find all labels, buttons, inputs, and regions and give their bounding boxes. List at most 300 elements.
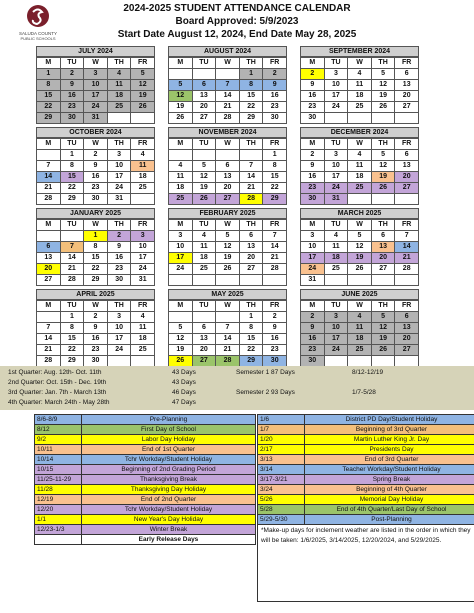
month-grid [300, 138, 419, 205]
day-cell: 14 [395, 242, 419, 253]
day-cell: 5 [372, 312, 396, 323]
quarter-3: 3rd Quarter: Jan. 7th - March 13th [8, 389, 107, 396]
day-cell: 21 [37, 183, 61, 194]
day-cell: 9 [84, 323, 108, 334]
day-cell: 24 [84, 102, 108, 113]
key-label: New Year's Day Holiday [82, 515, 256, 525]
weekday-header: TU [61, 301, 85, 312]
weekday-header: W [216, 301, 240, 312]
key-left-table [34, 414, 256, 545]
key-row [258, 455, 474, 465]
month-title: OCTOBER 2024 [36, 127, 155, 138]
weekday-header: FR [263, 58, 287, 69]
day-cell: 28 [37, 356, 61, 367]
month-title: JUNE 2025 [300, 289, 419, 300]
weekday-header: TH [240, 139, 264, 150]
key-row [258, 475, 474, 485]
day-cell: 20 [395, 172, 419, 183]
day-cell: 23 [84, 183, 108, 194]
key-row [35, 435, 256, 445]
weekday-header: TH [372, 58, 396, 69]
day-cell: 6 [216, 161, 240, 172]
weekday-header: M [169, 220, 193, 231]
quarter-4-days: 47 Days [172, 399, 196, 406]
day-cell: 31 [131, 275, 155, 286]
weekday-header: W [84, 58, 108, 69]
day-cell: 3 [131, 231, 155, 242]
day-cell: 9 [61, 80, 85, 91]
day-cell: 24 [108, 183, 132, 194]
day-cell: 10 [108, 323, 132, 334]
day-cell: 4 [108, 69, 132, 80]
key-date: 9/2 [35, 435, 82, 445]
day-cell: 14 [216, 91, 240, 102]
day-cell: 16 [263, 91, 287, 102]
day-cell [348, 275, 372, 286]
day-cell: 9 [263, 323, 287, 334]
weekday-header: FR [131, 301, 155, 312]
day-cell: 16 [301, 334, 325, 345]
key-label: End of 2nd Quarter [82, 495, 256, 505]
weekday-header: TU [61, 58, 85, 69]
day-cell: 14 [263, 242, 287, 253]
day-cell: 31 [108, 194, 132, 205]
day-cell: 17 [169, 253, 193, 264]
month-6 [300, 127, 419, 205]
day-cell: 26 [216, 264, 240, 275]
key-label: Thanksgiving Day Holiday [82, 485, 256, 495]
day-cell: 5 [169, 80, 193, 91]
key-date: 10/11 [35, 445, 82, 455]
day-cell: 2 [108, 231, 132, 242]
day-cell [325, 275, 349, 286]
day-cell: 18 [169, 183, 193, 194]
key-date [35, 535, 82, 545]
day-cell: 10 [131, 242, 155, 253]
key-date: 3/14 [258, 465, 305, 475]
day-cell: 6 [372, 231, 396, 242]
day-cell: 10 [301, 242, 325, 253]
weekday-header: TH [240, 301, 264, 312]
day-cell: 11 [169, 172, 193, 183]
weekday-header: M [169, 58, 193, 69]
key-date: 1/7 [258, 425, 305, 435]
weekday-header: W [216, 139, 240, 150]
day-cell [348, 194, 372, 205]
day-cell [61, 231, 85, 242]
day-cell: 15 [263, 172, 287, 183]
key-row [258, 445, 474, 455]
month-grid [36, 219, 155, 286]
day-cell: 12 [372, 80, 396, 91]
day-cell: 29 [61, 194, 85, 205]
day-cell: 30 [301, 194, 325, 205]
day-cell: 6 [193, 80, 217, 91]
day-cell: 20 [372, 253, 396, 264]
day-cell: 19 [372, 91, 396, 102]
key-row [35, 425, 256, 435]
day-cell: 23 [301, 345, 325, 356]
semester-2-dates: 1/7-5/28 [352, 389, 376, 396]
key-label: Teacher Workday/Student Holiday [305, 465, 474, 475]
day-cell: 13 [395, 80, 419, 91]
day-cell: 10 [108, 161, 132, 172]
day-cell: 19 [193, 183, 217, 194]
key-date: 10/15 [35, 465, 82, 475]
day-cell: 20 [193, 345, 217, 356]
key-date: 5/26 [258, 495, 305, 505]
key-label: Tchr Workday/Student Holiday [82, 455, 256, 465]
weekday-header: TU [325, 139, 349, 150]
quarter-2-days: 43 Days [172, 379, 196, 386]
day-cell: 28 [263, 264, 287, 275]
key-label: End of 4th Quarter/Last Day of School [305, 505, 474, 515]
month-grid [168, 300, 287, 367]
day-cell: 14 [240, 172, 264, 183]
day-cell: 8 [61, 161, 85, 172]
key-date: 12/19 [35, 495, 82, 505]
key-label: Presidents Day [305, 445, 474, 455]
day-cell: 11 [131, 323, 155, 334]
day-cell: 5 [216, 231, 240, 242]
month-title: AUGUST 2024 [168, 46, 287, 57]
month-grid [300, 300, 419, 367]
key-row [35, 475, 256, 485]
day-cell: 2 [84, 150, 108, 161]
day-cell: 8 [37, 80, 61, 91]
day-cell: 23 [263, 345, 287, 356]
day-cell: 8 [84, 242, 108, 253]
key-date: 12/20 [35, 505, 82, 515]
day-cell: 11 [325, 242, 349, 253]
quarter-2: 2nd Quarter: Oct. 15th - Dec. 19th [8, 379, 107, 386]
day-cell: 20 [193, 102, 217, 113]
key-row [258, 425, 474, 435]
day-cell: 12 [169, 91, 193, 102]
day-cell: 6 [193, 323, 217, 334]
weekday-header: TH [372, 220, 396, 231]
day-cell: 9 [263, 80, 287, 91]
weekday-header: TU [325, 58, 349, 69]
day-cell: 1 [240, 312, 264, 323]
day-cell: 22 [61, 345, 85, 356]
day-cell: 26 [193, 194, 217, 205]
month-grid [36, 300, 155, 367]
day-cell: 13 [193, 91, 217, 102]
weekday-header: TU [193, 220, 217, 231]
month-3 [300, 46, 419, 124]
day-cell: 7 [61, 242, 85, 253]
month-grid [300, 219, 419, 286]
key-row [35, 505, 256, 515]
key-row [258, 495, 474, 505]
day-cell [216, 275, 240, 286]
day-cell: 3 [325, 69, 349, 80]
weekday-header: M [301, 301, 325, 312]
month-title: NOVEMBER 2024 [168, 127, 287, 138]
day-cell: 18 [108, 91, 132, 102]
day-cell: 22 [240, 345, 264, 356]
key-label: Winter Break [82, 525, 256, 535]
key-label: Beginning of 4th Quarter [305, 485, 474, 495]
key-date: 1/20 [258, 435, 305, 445]
day-cell [395, 194, 419, 205]
weekday-header: M [301, 58, 325, 69]
day-cell: 12 [372, 161, 396, 172]
day-cell: 21 [216, 345, 240, 356]
day-cell: 5 [372, 69, 396, 80]
day-cell: 20 [240, 253, 264, 264]
month-4 [36, 127, 155, 205]
key-row [35, 445, 256, 455]
day-cell: 25 [131, 345, 155, 356]
day-cell: 28 [216, 356, 240, 367]
semester-1: Semester 1 87 Days [236, 369, 295, 376]
day-cell [348, 113, 372, 124]
month-grid [168, 138, 287, 205]
day-cell: 11 [193, 242, 217, 253]
day-cell: 4 [348, 312, 372, 323]
day-cell: 3 [325, 312, 349, 323]
day-cell: 11 [348, 161, 372, 172]
weekday-header: TU [61, 220, 85, 231]
month-2 [168, 46, 287, 124]
day-cell: 8 [61, 323, 85, 334]
day-cell: 19 [216, 253, 240, 264]
month-grid [168, 219, 287, 286]
day-cell [372, 113, 396, 124]
day-cell: 19 [169, 345, 193, 356]
day-cell: 6 [395, 312, 419, 323]
day-cell: 29 [263, 194, 287, 205]
key-date: 11/28 [35, 485, 82, 495]
day-cell: 13 [216, 172, 240, 183]
day-cell: 24 [131, 264, 155, 275]
key-row [258, 465, 474, 475]
month-title: APRIL 2025 [36, 289, 155, 300]
day-cell: 18 [348, 172, 372, 183]
day-cell: 29 [84, 275, 108, 286]
day-cell: 10 [325, 80, 349, 91]
key-date: 5/29-5/30 [258, 515, 305, 525]
weekday-header: FR [395, 301, 419, 312]
key-row [258, 485, 474, 495]
weekday-header: W [84, 301, 108, 312]
day-cell: 30 [301, 356, 325, 367]
day-cell: 15 [240, 91, 264, 102]
day-cell: 12 [216, 242, 240, 253]
month-10 [36, 289, 155, 367]
day-cell: 28 [240, 194, 264, 205]
month-title: JULY 2024 [36, 46, 155, 57]
key-row [258, 435, 474, 445]
month-title: MARCH 2025 [300, 208, 419, 219]
day-cell: 18 [348, 334, 372, 345]
day-cell: 26 [372, 102, 396, 113]
day-cell: 30 [263, 356, 287, 367]
weekday-header: W [348, 58, 372, 69]
day-cell [216, 69, 240, 80]
day-cell: 28 [395, 264, 419, 275]
day-cell: 27 [216, 194, 240, 205]
weekday-header: FR [395, 220, 419, 231]
day-cell: 6 [240, 231, 264, 242]
day-cell: 2 [263, 69, 287, 80]
day-cell [240, 150, 264, 161]
weekday-header: M [37, 220, 61, 231]
key-row [35, 455, 256, 465]
day-cell: 5 [131, 69, 155, 80]
day-cell: 26 [169, 356, 193, 367]
weekday-header: TU [193, 139, 217, 150]
day-cell [169, 275, 193, 286]
key-date: 12/23-1/3 [35, 525, 82, 535]
day-cell: 16 [84, 172, 108, 183]
day-cell: 27 [193, 356, 217, 367]
day-cell: 3 [325, 150, 349, 161]
day-cell: 26 [372, 345, 396, 356]
day-cell: 24 [169, 264, 193, 275]
day-cell: 28 [216, 113, 240, 124]
day-cell [169, 312, 193, 323]
month-grid [168, 57, 287, 124]
day-cell: 31 [301, 275, 325, 286]
day-cell [193, 275, 217, 286]
key-date: 5/28 [258, 505, 305, 515]
day-cell: 12 [372, 323, 396, 334]
day-cell: 29 [61, 356, 85, 367]
weekday-header: W [348, 301, 372, 312]
day-cell [395, 275, 419, 286]
day-cell: 8 [240, 80, 264, 91]
day-cell [37, 231, 61, 242]
day-cell: 9 [108, 242, 132, 253]
key-right-table [257, 414, 474, 525]
day-cell: 20 [395, 334, 419, 345]
day-cell: 10 [84, 80, 108, 91]
weekday-header: FR [263, 301, 287, 312]
day-cell: 11 [348, 323, 372, 334]
key-label: Beginning of 2nd Grading Period [82, 465, 256, 475]
day-cell: 11 [348, 80, 372, 91]
day-cell: 23 [301, 102, 325, 113]
day-cell: 23 [301, 183, 325, 194]
key-row [35, 495, 256, 505]
key-row [35, 535, 256, 545]
day-cell: 24 [325, 345, 349, 356]
day-cell: 9 [301, 80, 325, 91]
day-cell: 7 [240, 161, 264, 172]
month-8 [168, 208, 287, 286]
day-cell: 1 [61, 150, 85, 161]
day-cell: 26 [131, 102, 155, 113]
weekday-header: TU [325, 301, 349, 312]
day-cell: 2 [84, 312, 108, 323]
day-cell: 2 [301, 69, 325, 80]
day-cell: 19 [169, 102, 193, 113]
day-cell: 20 [216, 183, 240, 194]
day-cell: 8 [263, 161, 287, 172]
day-cell: 25 [193, 264, 217, 275]
key-label: Thanksgiving Break [82, 475, 256, 485]
day-cell: 20 [395, 91, 419, 102]
day-cell [372, 194, 396, 205]
day-cell: 9 [301, 161, 325, 172]
day-cell: 5 [169, 323, 193, 334]
day-cell: 26 [348, 264, 372, 275]
weekday-header: TU [193, 301, 217, 312]
day-cell: 16 [263, 334, 287, 345]
day-cell: 19 [131, 91, 155, 102]
key-date: 3/13 [258, 455, 305, 465]
day-cell: 17 [325, 172, 349, 183]
weekday-header: FR [263, 220, 287, 231]
day-cell: 13 [395, 323, 419, 334]
month-grid [36, 57, 155, 124]
day-cell [37, 150, 61, 161]
day-cell: 7 [37, 161, 61, 172]
day-cell: 13 [372, 242, 396, 253]
weekday-header: M [37, 139, 61, 150]
day-cell [169, 150, 193, 161]
weekday-header: W [216, 220, 240, 231]
day-cell: 7 [395, 231, 419, 242]
day-cell: 16 [84, 334, 108, 345]
day-cell: 11 [108, 80, 132, 91]
day-cell: 2 [301, 150, 325, 161]
key-label: Tchr Workday/Student Holiday [82, 505, 256, 515]
day-cell: 22 [37, 102, 61, 113]
day-cell: 27 [37, 275, 61, 286]
key-row [35, 485, 256, 495]
school-year-dates: Start Date August 12, 2024, End Date May 28, 2025 [117, 29, 357, 40]
month-title: FEBRUARY 2025 [168, 208, 287, 219]
weekday-header: W [216, 58, 240, 69]
day-cell: 23 [263, 102, 287, 113]
day-cell: 11 [131, 161, 155, 172]
day-cell: 16 [108, 253, 132, 264]
day-cell: 16 [61, 91, 85, 102]
key-date: 3/24 [258, 485, 305, 495]
day-cell [169, 69, 193, 80]
svg-text:PUBLIC SCHOOLS: PUBLIC SCHOOLS [20, 36, 56, 41]
key-row [35, 515, 256, 525]
day-cell: 7 [216, 80, 240, 91]
day-cell: 7 [37, 323, 61, 334]
quarter-summary [0, 366, 474, 410]
day-cell: 31 [325, 194, 349, 205]
day-cell: 3 [301, 231, 325, 242]
weekday-header: TH [108, 301, 132, 312]
day-cell [325, 113, 349, 124]
day-cell: 23 [61, 102, 85, 113]
day-cell: 17 [325, 91, 349, 102]
weekday-header: TH [372, 301, 396, 312]
day-cell: 19 [372, 334, 396, 345]
day-cell: 30 [84, 356, 108, 367]
day-cell: 15 [61, 334, 85, 345]
key-row [35, 525, 256, 535]
key-label: First Day of School [82, 425, 256, 435]
month-title: MAY 2025 [168, 289, 287, 300]
day-cell: 17 [108, 172, 132, 183]
day-cell: 3 [169, 231, 193, 242]
day-cell: 18 [193, 253, 217, 264]
day-cell: 30 [263, 113, 287, 124]
board-approved-date: Board Approved: 5/9/2023 [175, 16, 299, 27]
day-cell: 7 [216, 323, 240, 334]
month-11 [168, 289, 287, 367]
